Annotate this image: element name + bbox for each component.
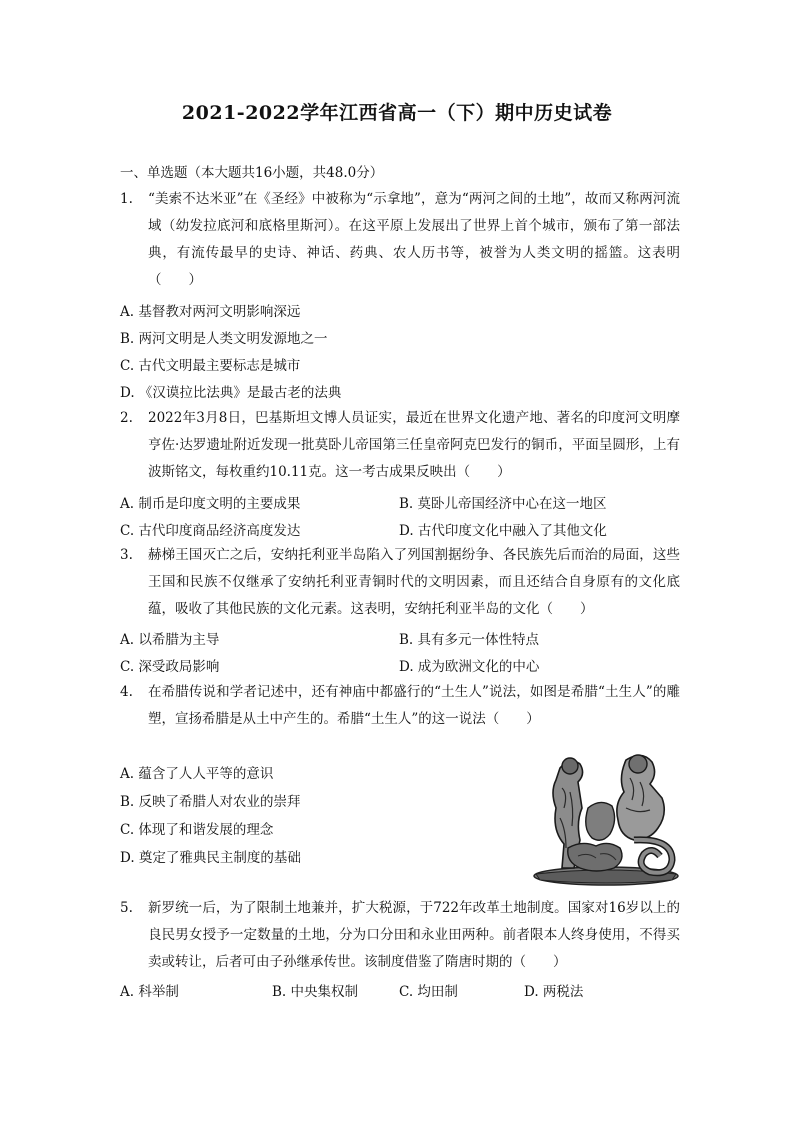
question-stem: 在希腊传说和学者记述中，还有神庙中都盛行的“土生人”说法，如图是希腊“土生人”的雕塑，宣扬希腊是从土中产生的。希腊“土生人”的这一说法（ ） <box>148 684 680 727</box>
option-b[interactable]: B. 中央集权制 <box>272 984 359 1000</box>
question-5 <box>120 895 680 976</box>
option-a[interactable]: A. 蕴含了人人平等的意识 <box>120 766 274 782</box>
question-3 <box>120 542 680 623</box>
question-4 <box>120 679 680 733</box>
question-stem: “美索不达米亚”在《圣经》中被称为“示拿地”，意为“两河之间的土地”，故而又称两河流域（幼发拉底河和底格里斯河）。在这平原上发展出了世界上首个城市，颁布了第一部法典，有流传最早的史诗、神话、药典、农人历书等，被誉为人类文明的摇篮。这表明（ ） <box>148 191 680 288</box>
option-c[interactable]: C. 体现了和谐发展的理念 <box>120 822 274 838</box>
option-d[interactable]: D. 成为欧洲文化的中心 <box>399 659 540 675</box>
question-number: 4. <box>120 684 133 700</box>
option-c[interactable]: C. 古代文明最主要标志是城市 <box>120 358 301 374</box>
question-number: 3. <box>120 547 133 563</box>
option-b[interactable]: B. 具有多元一体性特点 <box>399 632 540 648</box>
option-b[interactable]: B. 反映了希腊人对农业的崇拜 <box>120 794 301 810</box>
option-b[interactable]: B. 莫卧儿帝国经济中心在这一地区 <box>399 496 607 512</box>
question-2 <box>120 405 680 486</box>
option-d[interactable]: D. 古代印度文化中融入了其他文化 <box>399 523 607 539</box>
question-number: 1. <box>120 191 133 207</box>
option-d[interactable]: D. 《汉谟拉比法典》是最古老的法典 <box>120 385 342 401</box>
sculpture-figure <box>522 748 690 888</box>
question-number: 5. <box>120 900 133 916</box>
greek-earthborn-sculpture-icon <box>522 748 690 888</box>
question-number: 2. <box>120 410 133 426</box>
option-d[interactable]: D. 两税法 <box>524 984 584 1000</box>
option-d[interactable]: D. 奠定了雅典民主制度的基础 <box>120 850 301 866</box>
question-stem: 2022年3月8日，巴基斯坦文博人员证实，最近在世界文化遗产地、著名的印度河文明摩亨佐·达罗遗址附近发现一批莫卧儿帝国第三任皇帝阿克巴发行的铜币，平面呈圆形，上有波斯铭文，每枚重约10.11克。这一考古成果反映出（ ） <box>148 410 680 480</box>
option-b[interactable]: B. 两河文明是人类文明发源地之一 <box>120 331 328 347</box>
option-a[interactable]: A. 制币是印度文明的主要成果 <box>120 496 301 512</box>
section-heading: 一、单选题（本大题共16小题，共48.0分） <box>120 165 384 181</box>
option-a[interactable]: A. 以希腊为主导 <box>120 632 220 648</box>
option-c[interactable]: C. 古代印度商品经济高度发达 <box>120 523 301 539</box>
option-c[interactable]: C. 均田制 <box>399 984 458 1000</box>
exam-title: 2021-2022学年江西省高一（下）期中历史试卷 <box>181 102 613 124</box>
question-1 <box>120 186 680 294</box>
question-stem: 新罗统一后，为了限制土地兼并，扩大税源，于722年改革土地制度。国家对16岁以上的良民男女授予一定数量的土地，分为口分田和永业田两种。前者限本人终身使用，不得买卖或转让，后者可由子孙继承传世。该制度借鉴了隋唐时期的（ ） <box>148 900 680 970</box>
option-a[interactable]: A. 科举制 <box>120 984 179 1000</box>
question-stem: 赫梯王国灭亡之后，安纳托利亚半岛陷入了列国割据纷争、各民族先后而治的局面，这些王国和民族不仅继承了安纳托利亚青铜时代的文明因素，而且还结合自身原有的文化底蕴，吸收了其他民族的文化元素。这表明，安纳托利亚半岛的文化（ ） <box>148 547 680 617</box>
option-a[interactable]: A. 基督教对两河文明影响深远 <box>120 304 301 320</box>
option-c[interactable]: C. 深受政局影响 <box>120 659 220 675</box>
